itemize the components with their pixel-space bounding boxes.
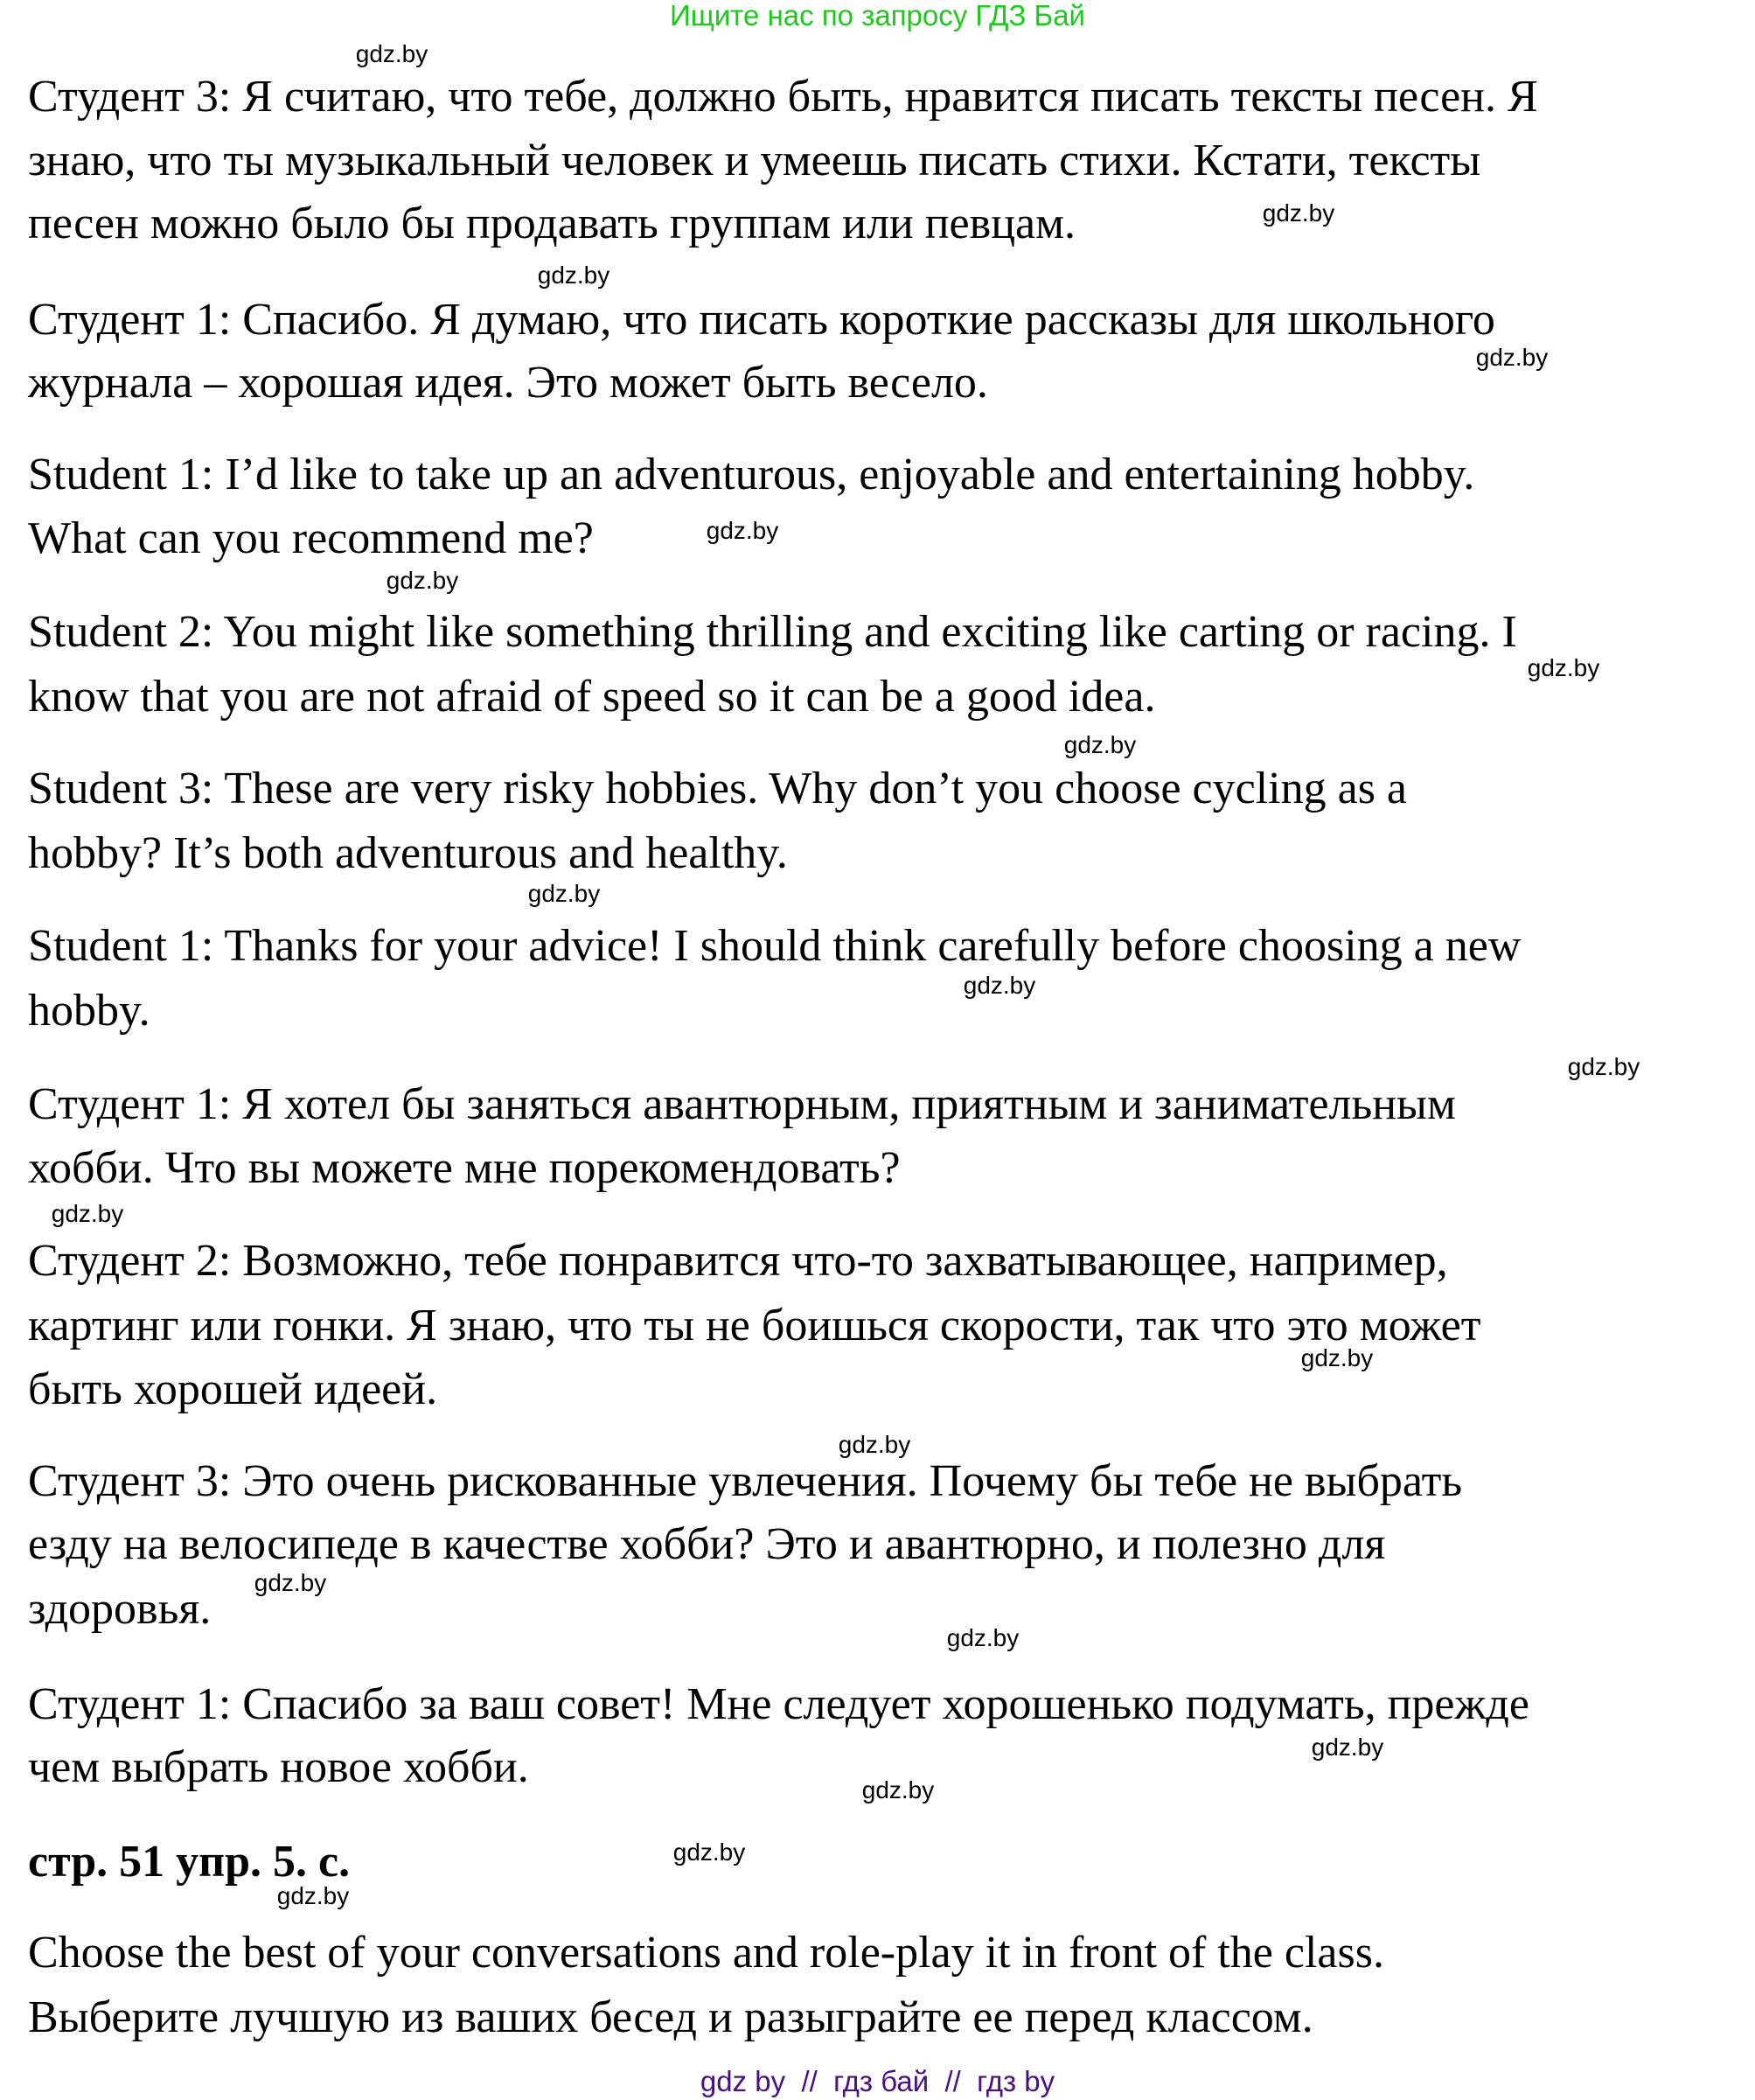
exercise-heading: стр. 51 упр. 5. с. [28, 1837, 351, 1887]
exercise-task-line: Choose the best of your conversations and role-play it in front of the class. [28, 1928, 1384, 1978]
watermark: gdz.by [706, 517, 779, 544]
watermark: gdz.by [1475, 344, 1549, 371]
watermark: gdz.by [1300, 1344, 1374, 1371]
dialogue-line: Студент 1: Спасибо. Я думаю, что писать короткие рассказы для школьного [28, 295, 1495, 345]
watermark: gdz.by [1063, 731, 1137, 758]
dialogue-line: картинг или гонки. Я знаю, что ты не боишься скорости, так что это может [28, 1301, 1481, 1350]
watermark: gdz.by [276, 1882, 350, 1909]
dialogue-line: знаю, что ты музыкальный человек и умеешь писать стихи. Кстати, тексты [28, 136, 1481, 185]
dialogue-line: hobby. [28, 986, 150, 1036]
watermark: gdz.by [254, 1569, 327, 1596]
watermark: gdz.by [838, 1431, 911, 1458]
watermark: gdz.by [672, 1838, 746, 1866]
watermark: gdz.by [861, 1776, 935, 1803]
dialogue-line: What can you recommend me? [28, 513, 594, 563]
dialogue-line: езду на велосипеде в качестве хобби? Это и авантюрно, и полезно для [28, 1519, 1386, 1569]
exercise-task-line: Выберите лучшую из ваших бесед и разыграйте ее перед классом. [28, 1992, 1313, 2042]
dialogue-line: Студент 2: Возможно, тебе понравится что-то захватывающее, например, [28, 1236, 1448, 1286]
dialogue-line: Студент 1: Спасибо за ваш совет! Мне следует хорошенько подумать, прежде [28, 1679, 1529, 1729]
dialogue-line: хобби. Что вы можете мне порекомендовать? [28, 1143, 901, 1193]
watermark: gdz.by [963, 972, 1036, 999]
watermark: gdz.by [1567, 1053, 1640, 1080]
search-banner[interactable]: Ищите нас по запросу ГДЗ Бай [670, 0, 1085, 31]
dialogue-line: Student 2: You might like something thrilling and exciting like carting or racing. I [28, 607, 1517, 657]
dialogue-line: журнала – хорошая идея. Это может быть весело. [28, 358, 988, 408]
dialogue-line: здоровья. [28, 1584, 212, 1634]
watermark: gdz.by [386, 567, 459, 594]
dialogue-line: hobby? It’s both adventurous and healthy. [28, 828, 788, 878]
watermark: gdz.by [946, 1624, 1020, 1651]
dialogue-line: Student 1: I’d like to take up an adventurous, enjoyable and entertaining hobby. [28, 450, 1475, 499]
dialogue-line: песен можно было бы продавать группам или певцам. [28, 199, 1076, 248]
dialogue-line: быть хорошей идеей. [28, 1364, 438, 1414]
watermark: gdz.by [355, 40, 428, 67]
dialogue-line: Студент 1: Я хотел бы заняться авантюрным, приятным и занимательным [28, 1079, 1456, 1129]
dialogue-line: чем выбрать новое хобби. [28, 1742, 529, 1792]
dialogue-line: Студент 3: Это очень рискованные увлечения. Почему бы тебе не выбрать [28, 1456, 1463, 1506]
dialogue-line: Student 3: These are very risky hobbies. Why don’t you choose cycling as a [28, 764, 1408, 813]
watermark: gdz.by [51, 1200, 124, 1227]
dialogue-line: Student 1: Thanks for your advice! I should think carefully before choosing a new [28, 921, 1522, 971]
footer-links[interactable]: gdz by // гдз бай // гдз by [700, 2065, 1055, 2097]
dialogue-line: know that you are not afraid of speed so it can be a good idea. [28, 672, 1156, 722]
dialogue-line: Студент 3: Я считаю, что тебе, должно быть, нравится писать тексты песен. Я [28, 72, 1538, 122]
watermark: gdz.by [527, 880, 601, 907]
watermark: gdz.by [1527, 654, 1600, 681]
watermark: gdz.by [1311, 1734, 1384, 1761]
watermark: gdz.by [537, 262, 610, 289]
watermark: gdz.by [1262, 199, 1335, 227]
